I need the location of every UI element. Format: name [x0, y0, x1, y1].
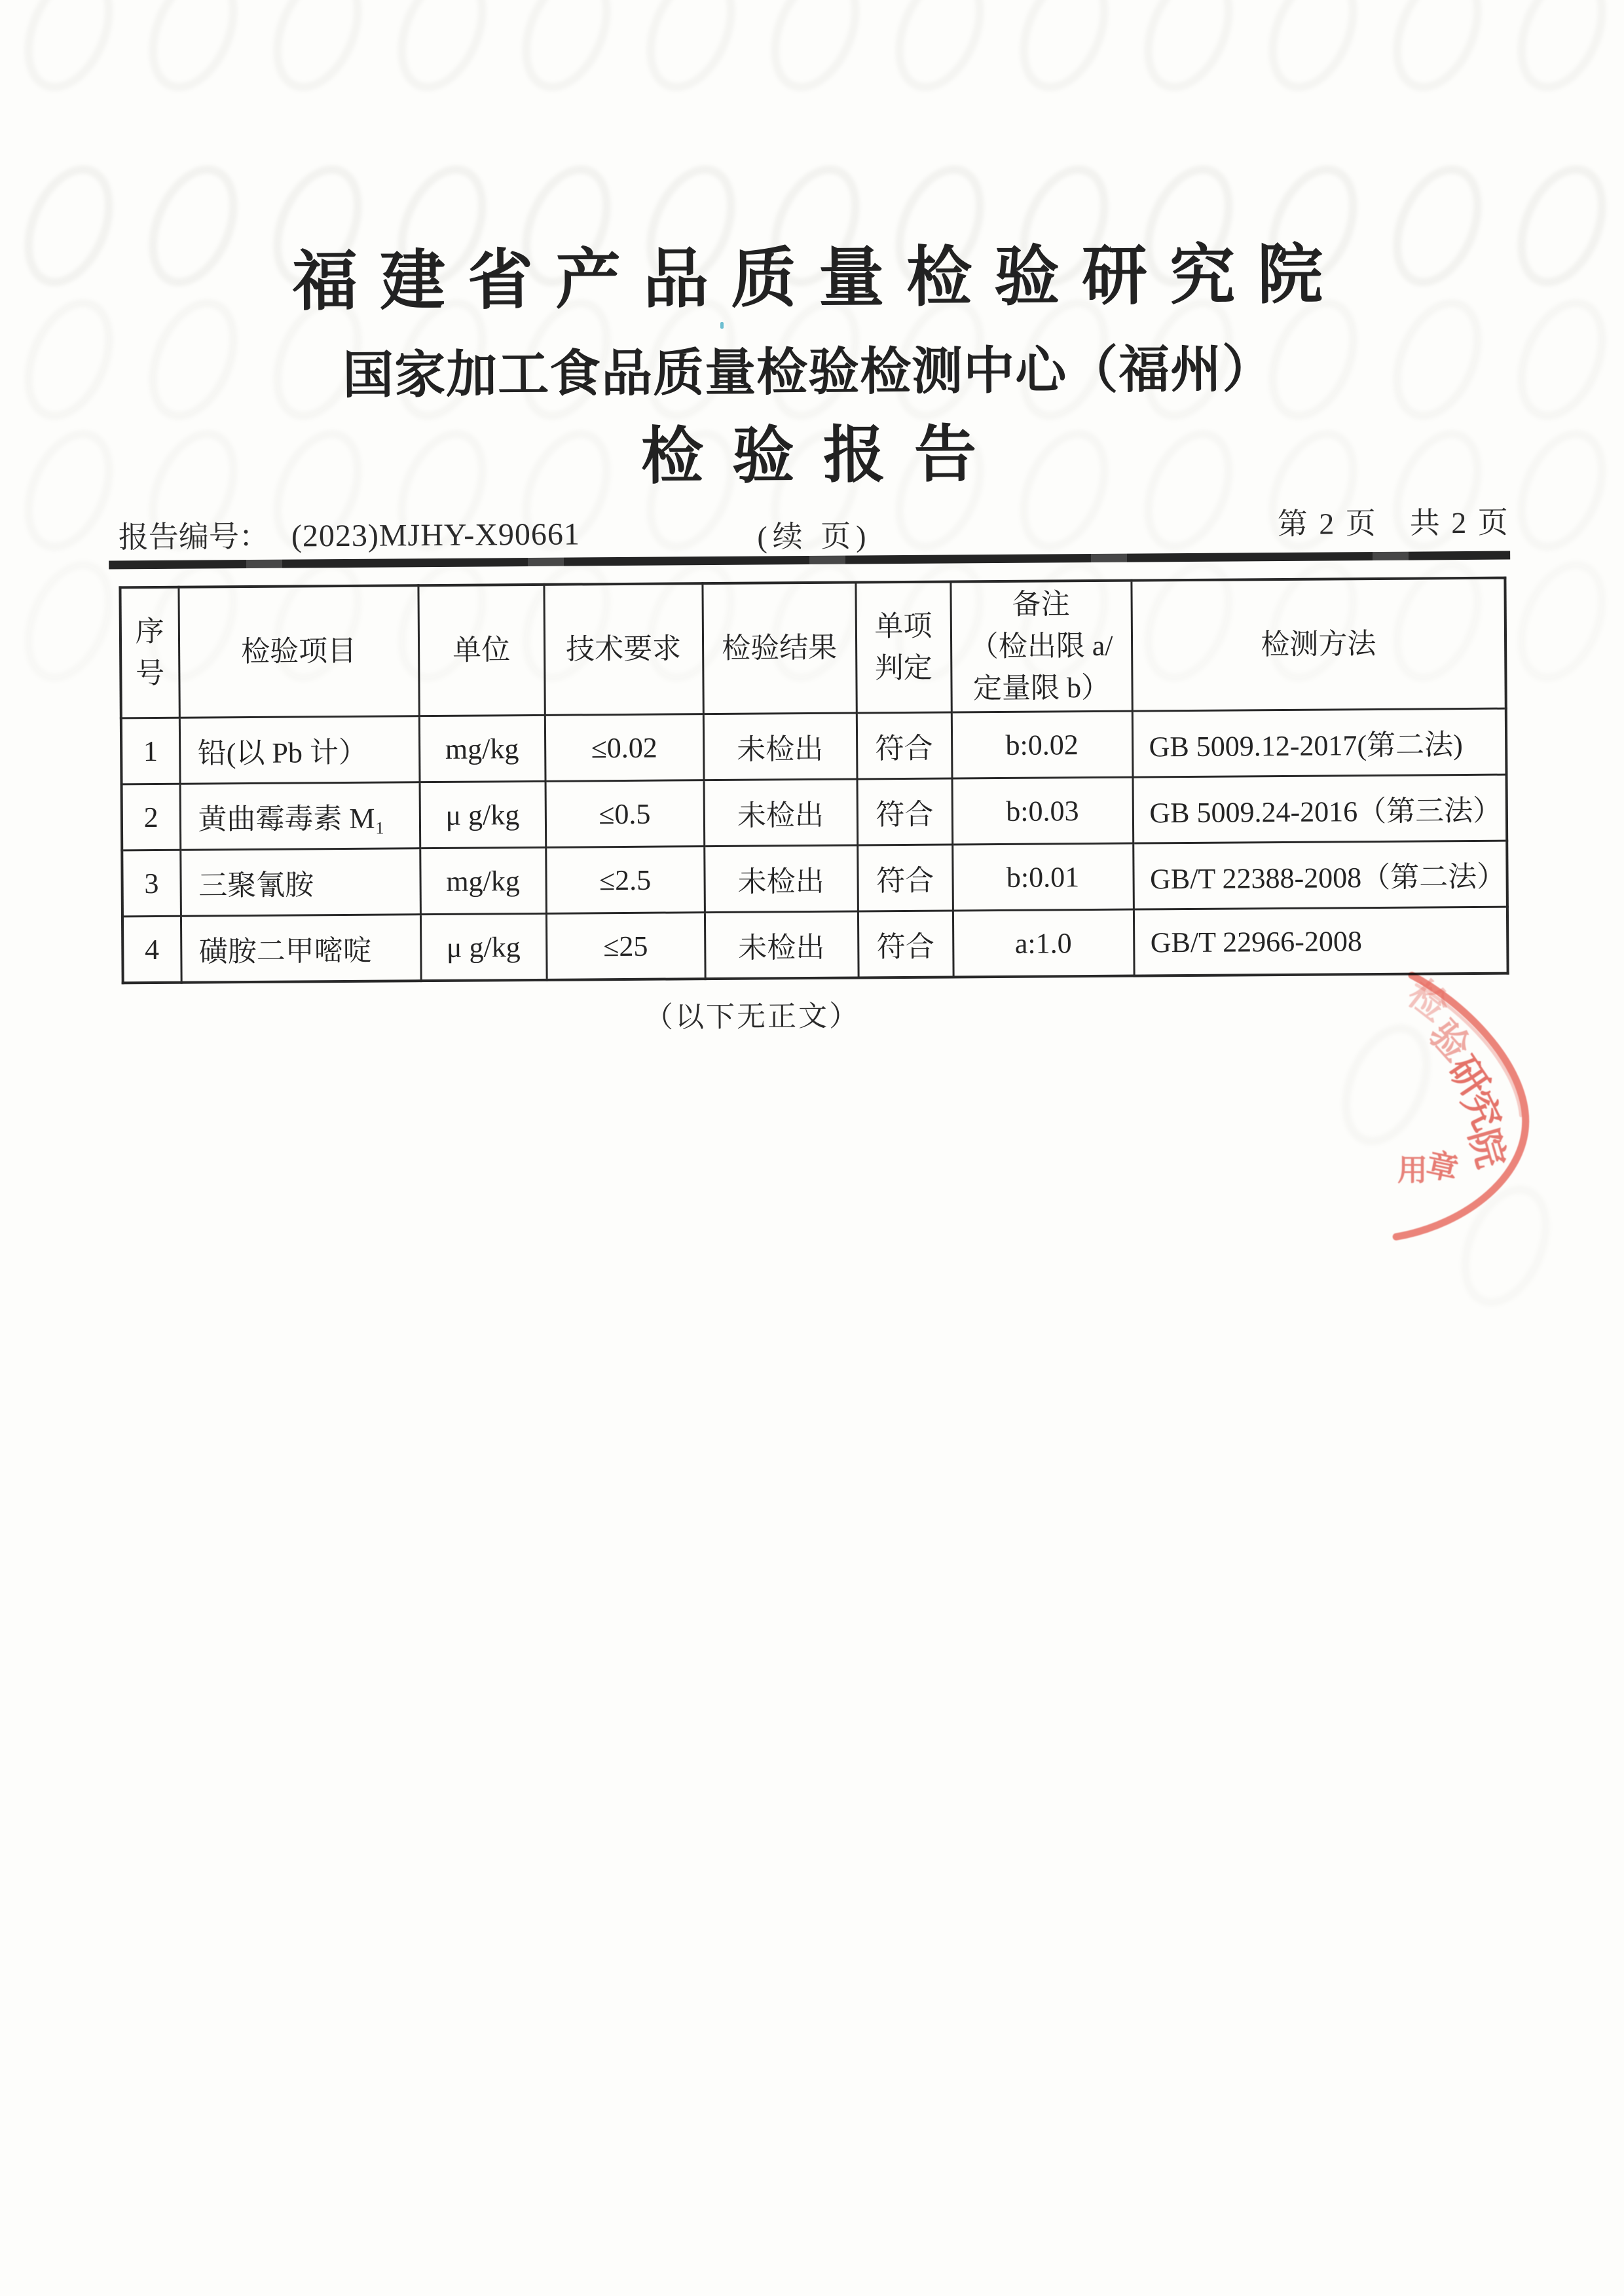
cell-result: 未检出 [705, 911, 858, 979]
column-header: 检验项目 [178, 585, 418, 718]
center-title: 国家加工食品质量检验检测中心（福州） [342, 340, 1274, 404]
cell-remark: b:0.01 [952, 843, 1134, 911]
cell-no: 4 [122, 916, 181, 983]
seal-character: 验 [1420, 1012, 1479, 1069]
seal-character: 检 [1399, 972, 1456, 1029]
cell-requirement: ≤2.5 [545, 847, 705, 914]
cell-requirement: ≤25 [546, 913, 705, 980]
cell-judgment: 符合 [858, 911, 953, 978]
cell-result: 未检出 [703, 713, 857, 780]
report-title: 检验报告 [640, 419, 1006, 492]
column-header: 检验结果 [702, 583, 856, 714]
table-row [122, 774, 1507, 850]
no-more-text-note: （以下无正文） [644, 1000, 860, 1034]
page-indicator: 第 2 页 共 2 页 [1277, 505, 1510, 541]
report-number-value: (2023)MJHY-X90661 [291, 517, 581, 554]
continuation-note: (续 页) [757, 519, 872, 554]
cell-method: GB/T 22966-2008 [1134, 907, 1508, 975]
institute-title: 福建省产品质量检验研究院 [291, 238, 1346, 319]
seal-character: 院 [1461, 1124, 1513, 1173]
cell-unit: μ g/kg [420, 781, 546, 848]
cell-no: 1 [121, 718, 180, 784]
cell-judgment: 符合 [857, 778, 953, 845]
cell-judgment: 符合 [857, 845, 953, 911]
report-meta-row [119, 504, 1510, 553]
cell-method: GB/T 22388-2008（第二法） [1133, 841, 1507, 909]
table-row [121, 708, 1507, 784]
column-header: 单项 判定 [855, 582, 951, 714]
cell-unit: mg/kg [420, 847, 546, 914]
official-seal-stamp [1352, 945, 1542, 1272]
cell-item: 磺胺二甲嘧啶 [181, 915, 421, 983]
seal-character: 研 [1440, 1049, 1497, 1104]
report-number-group [119, 511, 580, 557]
table-row [122, 907, 1508, 983]
column-header: 检测方法 [1131, 578, 1505, 711]
column-header: 备注 （检出限 a/ 定量限 b） [950, 581, 1132, 712]
column-header: 单位 [418, 585, 544, 716]
seal-character: 用 [1397, 1154, 1428, 1188]
cell-item: 黄曲霉毒素 M₁ [180, 782, 420, 850]
cell-remark: a:1.0 [953, 909, 1134, 977]
cell-method: GB 5009.24-2016（第三法） [1133, 774, 1507, 843]
cell-no: 2 [122, 784, 181, 850]
cell-judgment: 符合 [857, 712, 952, 779]
cell-unit: mg/kg [419, 715, 545, 782]
cell-requirement: ≤0.5 [545, 780, 705, 848]
column-header: 技术要求 [544, 583, 703, 715]
cell-result: 未检出 [704, 779, 858, 847]
seal-character: 究 [1454, 1084, 1509, 1137]
inspection-results-table [119, 577, 1509, 985]
table-row [122, 841, 1507, 917]
cell-item: 铅(以 Pb 计） [179, 716, 420, 784]
cell-requirement: ≤0.02 [545, 714, 704, 782]
seal-character: 章 [1423, 1147, 1462, 1188]
cell-unit: μ g/kg [420, 913, 547, 981]
cell-method: GB 5009.12-2017(第二法) [1132, 708, 1507, 777]
cell-remark: b:0.02 [951, 711, 1133, 778]
cell-no: 3 [122, 850, 181, 917]
cell-remark: b:0.03 [952, 777, 1134, 845]
column-header: 序 号 [120, 587, 179, 718]
cell-item: 三聚氰胺 [180, 848, 420, 917]
report-number-label: 报告编号： [118, 519, 270, 555]
table-header-row [120, 578, 1505, 718]
cell-result: 未检出 [704, 845, 858, 913]
